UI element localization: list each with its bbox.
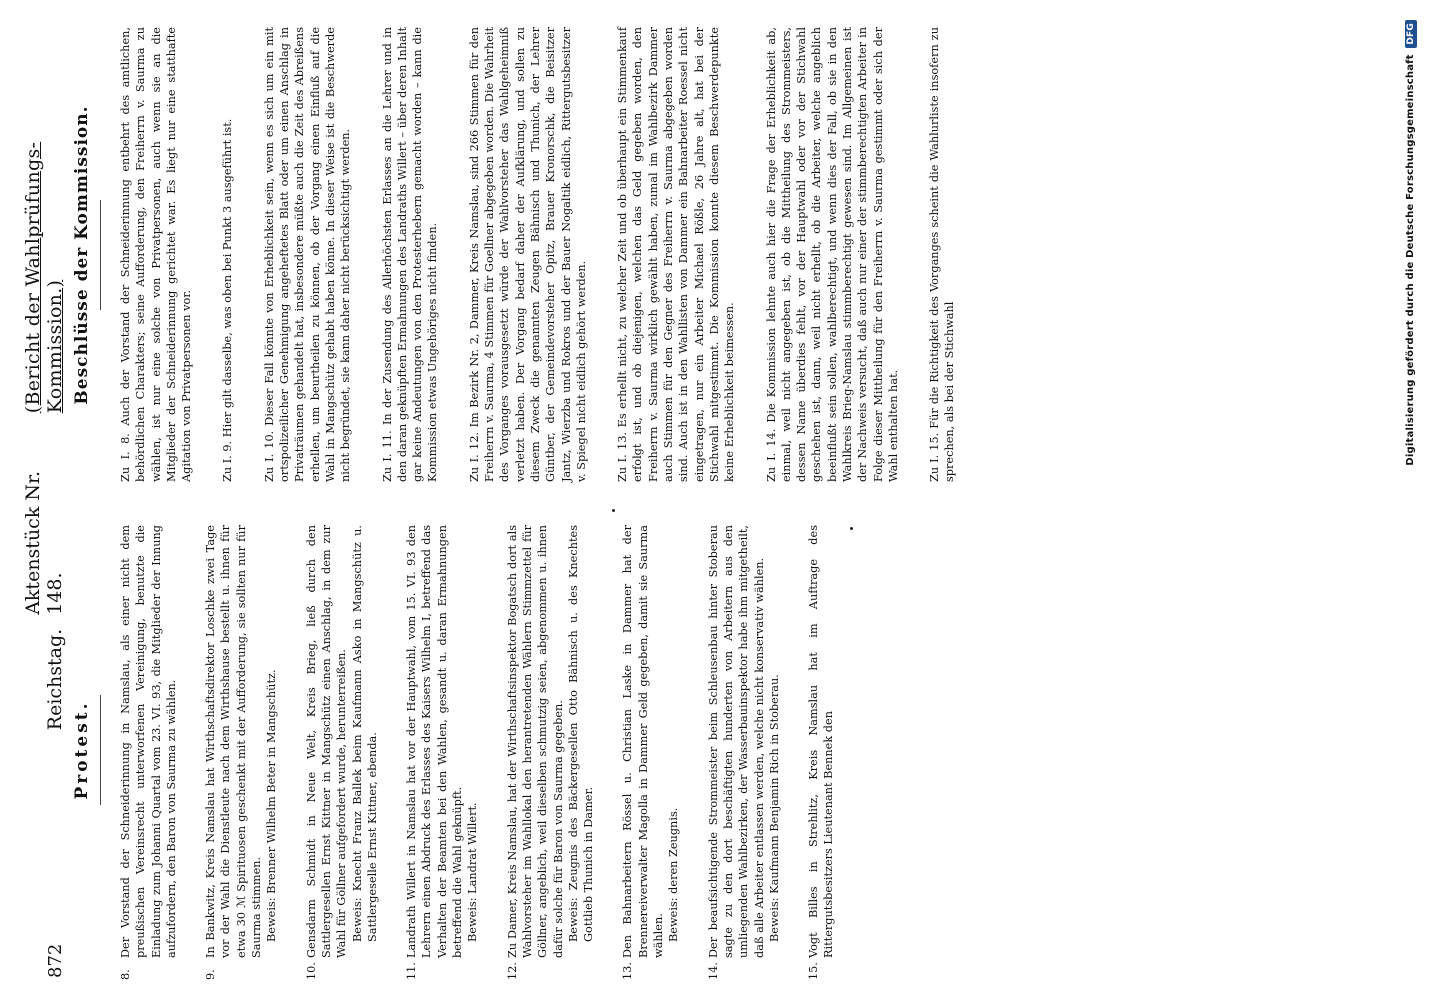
entry-number: 9. bbox=[204, 969, 218, 980]
entry-text: Landrath Willert in Namslau hat vor der Hauptwahl, vom 15. VI. 93 den Lehrern einen Abdruck des Erlasses des Kaisers Wilhelm I, betreffend das Verhalten der Beamten bei den Wahlen, gesandt u. daran Ermahnungen betreffend die Wahl geknüpft. bbox=[405, 525, 465, 958]
protest-entry bbox=[806, 525, 837, 980]
resolution-entry: Zu I. 14. Die Kommission lehnte auch hier die Frage der Erheblichkeit ab, einmal, weil nicht angegeben ist, ob die Mittheilung des Strommeisters, dessen Name überdies fehlt, vor der Hauptwahl oder vor der Stichwahl geschehen ist, dann, weil nicht erhellt, ob die Arbeiter, welche angeblich beeinflußt sein sollen, wahlberechtigt, und wenn dies der Fall, ob sie in den Wahlkreis Brieg-Namslau stimmberechtigt gewesen sind. Im Allgemeinen ist der Nachweis versucht, daß auch nur einer der stimmberechtigten Arbeiter in Folge dieser Mittheilung für den Freiherrn v. Saurma gestimmt oder sich der Wahl enthalten hat. bbox=[764, 27, 900, 482]
page-header bbox=[18, 18, 66, 978]
entry-text: Vogt Billes in Strehlitz, Kreis Namslau hat im Auftrage des Rittergutsbesitzers Lieutenant Bennek den bbox=[807, 525, 836, 958]
entry-proof: Beweis: Landrat Willert. bbox=[466, 802, 480, 942]
entry-text: Der Vorstand der Schneiderinnung in Namslau, als einer nicht dem preußischen Vereinsrecht unterworfenen Vereinigung, benutzte die Einladung zum Johanni Quartal vom 23. VI. 93, die Mitglieder der Innung aufzufordern, den Baron von Saurma zu wählen. bbox=[119, 525, 178, 958]
resolution-entry: Zu I. 9. Hier gilt dasselbe, was oben bei Punkt 3 ausgeführt ist. bbox=[221, 118, 235, 482]
protest-entry bbox=[304, 525, 380, 980]
entry-text: In Bankwitz, Kreis Namslau hat Wirthschaftsdirektor Loschke zwei Tage vor der Wahl die Dienstleute nach dem Wirthshause bestellt u. ihnen für etwa 30 ℳ Spirituosen geschenkt mit der Aufforderung, sie sollten nur für Saurma stimmen. bbox=[204, 525, 264, 958]
resolution-entry: Zu I. 11. In der Zusendung des Allerhöchsten Erlasses an die Lehrer und in den daran geknüpften Ermahnungen des Landraths Willert – über deren Inhalt gar keine Andeutungen von den Protesterhebern gemacht worden – kann die Kommission etwas Ungehöriges nicht finden. bbox=[380, 27, 440, 482]
speck-mark bbox=[850, 527, 853, 530]
entry-text: Der beaufsichtigende Strommeister beim Schleusenbau hinter Stoberau sagte zu den dort beschäftigten hunderten von Arbeitern aus den umliegenden Wahlbezirken, der Wasserbauinspektor habe ihm mitgetheilt, daß alle Arbeiter entlassen werden, welche nicht konservativ wählen. bbox=[706, 525, 766, 958]
entry-proof: Beweis: Zeugnis des Bäckergesellen Otto Bähnisch u. des Knechtes Gottlieb Thunich in Damer. bbox=[566, 525, 596, 942]
resolutions-column bbox=[118, 27, 984, 482]
resolution-entry: Zu I. 8. Auch der Vorstand der Schneiderinnung entbehrt des amtlichen, behördlichen Charakters; seine Aufforderung, den Freiherrn v. Saurma zu wählen, ist nur eine solche von Privatpersonen, auch wenn sie an die Mitglieder der Schneiderinnung gerichtet war. Es liegt nur eine statthafte Agitation von Privatpersonen vor. bbox=[119, 27, 194, 482]
protest-heading: Protest. bbox=[72, 700, 92, 800]
protest-entry bbox=[404, 525, 480, 980]
resolution-entry: Zu I. 12. Im Bezirk Nr. 2, Dammer, Kreis Namslau, sind 266 Stimmen für den Freiherrn v. Saurma, 4 Stimmen für Goellner abgegeben worden. Die Wahrheit des Vorganges vorausgesetzt würde der Wahlvorsteher das Wahlgeheimniß verletzt haben. Der Vorgang bedarf daher der Aufklärung, und sollen zu diesem Zweck die genannten Zeugen Bähnisch und Thunich, der Lehrer Güntber, der Gemeindevorsteher Opitz, Brauer Kronorschk, die Beisitzer Jantz, Wierzba und Rokros und der Bauer Nogaltik eidlich, Rittergutsbesitzer v. Spiegel nicht eidlich gehört werden. bbox=[467, 27, 588, 482]
entry-number: 12. bbox=[505, 962, 519, 980]
page-number: 872 bbox=[45, 943, 66, 978]
credit-text: Digitalisierung gefördert durch die Deutsche Forschungsgemeinschaft bbox=[1405, 54, 1416, 466]
resolutions-heading: Beschlüsse der Kommission. bbox=[72, 105, 92, 405]
entry-number: 13. bbox=[621, 962, 635, 980]
entry-number: 8. bbox=[119, 969, 132, 980]
parliament-label: Reichstag. bbox=[44, 628, 66, 731]
entry-number: 10. bbox=[304, 962, 318, 980]
resolution-entry: Zu I. 15. Für die Richtigkeit des Vorganges scheint die Wahlurliste insofern zu sprechen, als bei der Stichwahl bbox=[928, 27, 957, 482]
protest-entry bbox=[706, 525, 782, 980]
dfg-logo-icon: DFG bbox=[1405, 20, 1417, 48]
digitization-credit bbox=[1405, 20, 1417, 860]
protest-entry bbox=[620, 525, 681, 980]
document-label: Aktenstück Nr. 148. bbox=[22, 470, 66, 615]
resolution-entry: Zu I. 10. Dieser Fall könnte von Erheblichkeit sein, wenn es sich um ein mit ortspolizeilicher Genehmigung angeheftetes Blatt oder um einen Anschlag in Privaträumen gehandelt hat, insbesondere müßte auch die Zeit des Abreißens erhellen, um beurtheilen zu können, ob der Vorgang einen Einfluß auf die Wahl in Mangschütz gehabt haben könne. In dieser Weise ist die Beschwerde nicht begründet, sie kann daher nicht berücksichtigt werden. bbox=[262, 27, 353, 482]
entry-proof: Beweis: Brenner Wilhelm Beter in Mangschütz. bbox=[265, 669, 279, 942]
divider-rule bbox=[100, 200, 101, 310]
entry-number: 11. bbox=[405, 962, 419, 980]
entry-text: Gensdarm Schmidt in Neue Welt, Kreis Brieg, ließ durch den Sattlergesellen Ernst Kittner in Mangschütz einen Anschlag, in dem zur Wahl für Göllner aufgefordert wurde, herunterreißen. bbox=[304, 525, 349, 958]
divider-rule bbox=[100, 695, 101, 805]
entry-text: Zu Damer, Kreis Namslau, hat der Wirthschaftsinspektor Bogatsch dort als Wahlvorsteher im Wahllokal den herantretenden Wählern Stimmzettel für Göllner, angeblich, weil dieselben schmutzig seien, abgenommen u. ihnen dafür solche für Baron von Saurma gegeben. bbox=[505, 525, 565, 958]
resolution-entry: Zu I. 13. Es erhellt nicht, zu welcher Zeit und ob überhaupt ein Stimmenkauf erfolgt ist, und ob diejenigen, welchen das Geld gegeben worden, den Freiherrn v. Saurma wirklich gewählt haben, zumal im Wahlbezirk Dammer auch Stimmen für den Gegner des Freiherrn v. Saurma abgegeben worden sind. Auch ist in den Wahllisten von Dammer ein Bahnarbeiter Roessel nicht eingetragen, nur ein Arbeiter Michael Rößle, 26 Jahre alt, hat bei der Stichwahl mitgestimmt. Die Kommission konnte diesem Beschwerdepunkte keine Erheblichkeit beimessen. bbox=[616, 27, 737, 482]
entry-number: 14. bbox=[706, 962, 720, 980]
speck-mark bbox=[612, 509, 615, 512]
entry-proof: Beweis: Kaufmann Benjamin Rich in Stoberau. bbox=[767, 674, 781, 942]
protest-entry bbox=[505, 525, 597, 980]
entry-text: Den Bahnarbeitern Rössel u. Christian Laske in Dammer hat der Brennereiverwalter Magolla in Dammer Geld gegeben, damit sie Saurma wählen. bbox=[621, 525, 666, 958]
protest-column bbox=[118, 525, 861, 980]
protest-entry bbox=[118, 525, 179, 980]
entry-number: 15. bbox=[807, 962, 821, 980]
entry-proof: Beweis: deren Zeugnis. bbox=[667, 807, 681, 942]
report-title: (Bericht der Wahlprüfungs-Kommission.) bbox=[22, 141, 66, 414]
protest-entry bbox=[203, 525, 279, 980]
entry-proof: Beweis: Knecht Franz Ballek beim Kaufmann Asko in Mangschütz u. Sattlergeselle Ernst Kittner, ebenda. bbox=[350, 525, 379, 942]
